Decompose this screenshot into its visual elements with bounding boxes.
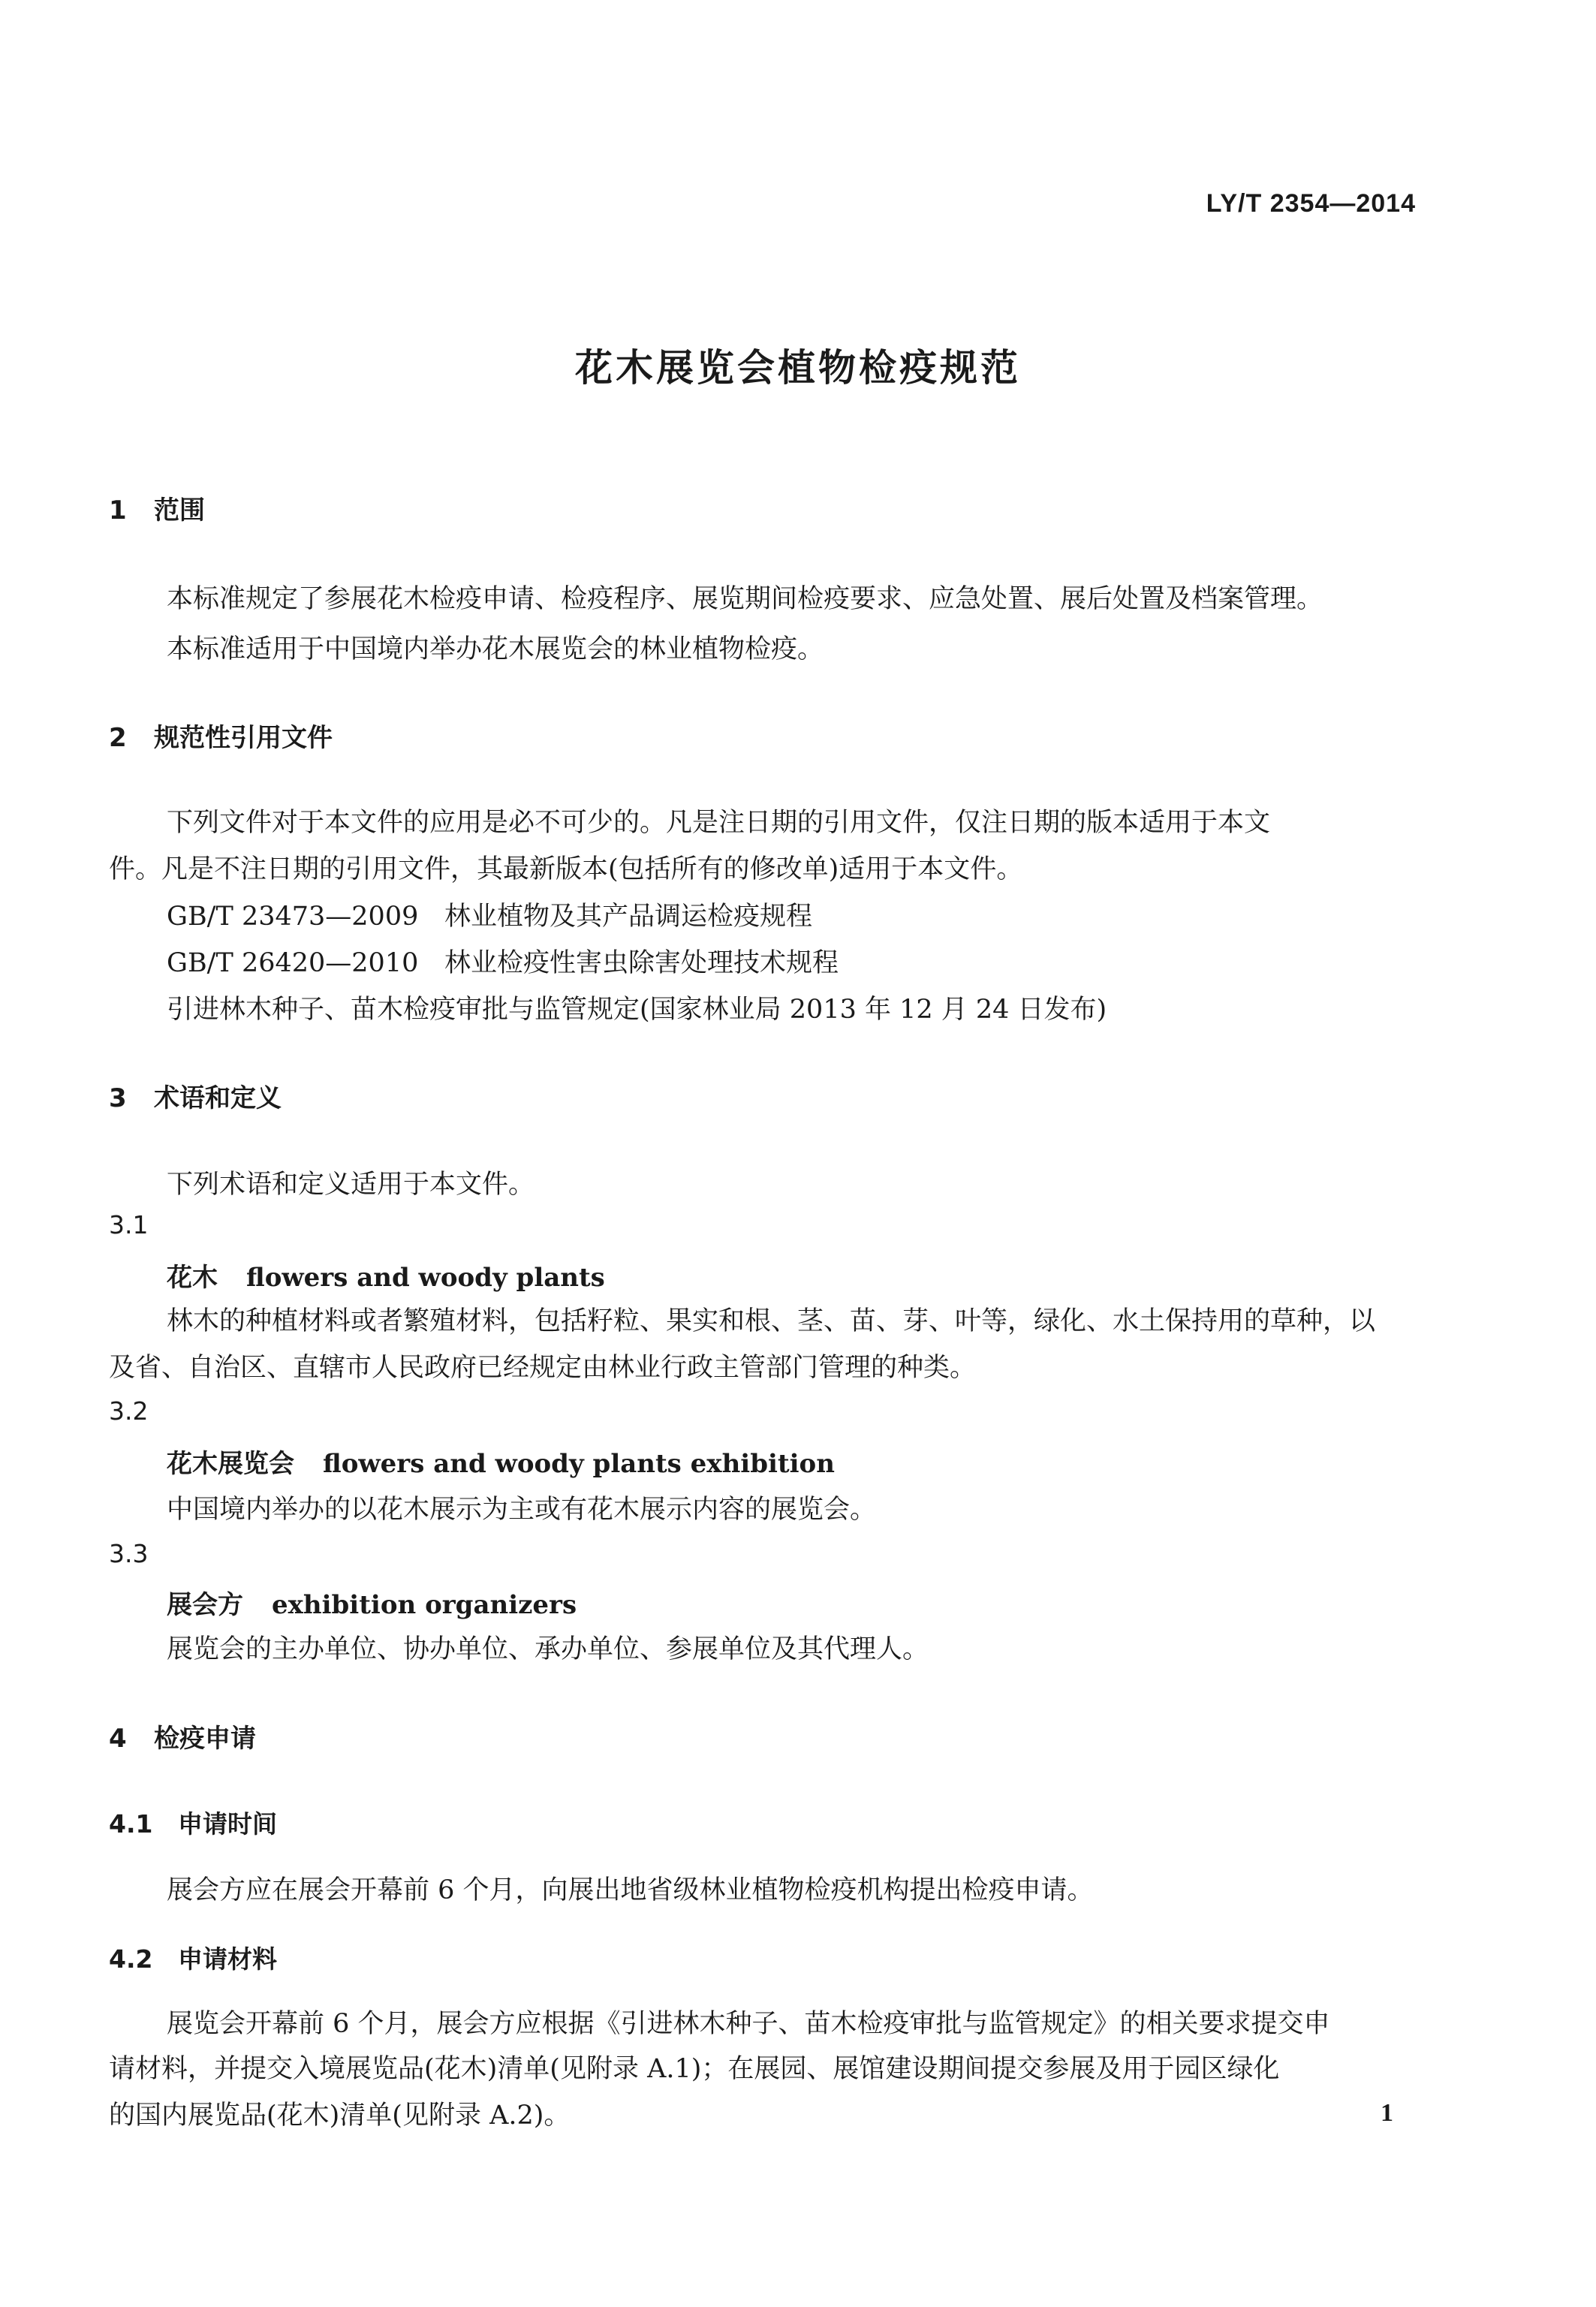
term-number: 3.2 xyxy=(109,1396,149,1426)
paragraph: 展会方应在展会开幕前 6 个月，向展出地省级林业植物检疫机构提出检疫申请。 xyxy=(167,1875,1094,1905)
paragraph: 的国内展览品(花木)清单(见附录 A.2)。 xyxy=(109,2101,571,2131)
paragraph: 下列文件对于本文件的应用是必不可少的。凡是注日期的引用文件，仅注日期的版本适用于本文 xyxy=(167,808,1271,838)
section-number: 4 xyxy=(109,1724,127,1754)
term-en: exhibition organizers xyxy=(272,1590,577,1620)
paragraph: 下列术语和定义适用于本文件。 xyxy=(167,1170,535,1200)
reference-code: GB/T 26420—2010 xyxy=(167,948,419,978)
section-number: 2 xyxy=(109,723,127,753)
section-3-heading xyxy=(109,1077,282,1114)
section-title: 规范性引用文件 xyxy=(154,723,333,753)
term-heading xyxy=(167,1443,835,1480)
section-2-heading xyxy=(109,717,333,754)
paragraph: 请材料，并提交入境展览品(花木)清单(见附录 A.1)；在展园、展馆建设期间提交参展及用于园区绿化 xyxy=(109,2054,1280,2084)
subsection-title: 申请时间 xyxy=(178,1809,277,1839)
section-number: 3 xyxy=(109,1083,127,1113)
reference-item xyxy=(167,942,839,980)
subsection-4-1-heading xyxy=(109,1805,277,1840)
subsection-number: 4.2 xyxy=(109,1944,153,1974)
term-definition: 中国境内举办的以花木展示为主或有花木展示内容的展览会。 xyxy=(167,1495,877,1525)
paragraph: 展览会开幕前 6 个月，展会方应根据《引进林木种子、苗木检疫审批与监管规定》的相关要求提交申 xyxy=(167,2009,1330,2039)
term-number: 3.1 xyxy=(109,1210,149,1239)
term-definition: 林木的种植材料或者繁殖材料，包括籽粒、果实和根、茎、苗、芽、叶等，绿化、水土保持用的草种，以 xyxy=(167,1306,1376,1336)
term-heading xyxy=(167,1257,605,1294)
paragraph: 件。凡是不注日期的引用文件，其最新版本(包括所有的修改单)适用于本文件。 xyxy=(109,854,1023,884)
section-1-heading xyxy=(109,489,205,526)
reference-item: 引进林木种子、苗木检疫审批与监管规定(国家林业局 2013 年 12 月 24 日发布) xyxy=(167,995,1107,1025)
section-title: 术语和定义 xyxy=(154,1083,282,1113)
term-definition: 及省、自治区、直辖市人民政府已经规定由林业行政主管部门管理的种类。 xyxy=(109,1353,977,1383)
reference-name: 林业检疫性害虫除害处理技术规程 xyxy=(444,948,839,978)
section-number: 1 xyxy=(109,495,127,526)
reference-name: 林业植物及其产品调运检疫规程 xyxy=(444,902,813,932)
section-title: 检疫申请 xyxy=(154,1724,256,1754)
standard-code: LY/T 2354—2014 xyxy=(1206,189,1416,218)
subsection-title: 申请材料 xyxy=(178,1944,277,1974)
term-definition: 展览会的主办单位、协办单位、承办单位、参展单位及其代理人。 xyxy=(167,1634,929,1664)
paragraph: 本标准适用于中国境内举办花木展览会的林业植物检疫。 xyxy=(167,634,824,664)
term-en: flowers and woody plants xyxy=(246,1263,605,1293)
term-cn: 花木 xyxy=(167,1263,218,1293)
subsection-number: 4.1 xyxy=(109,1809,153,1839)
reference-item xyxy=(167,896,812,933)
reference-code: GB/T 23473—2009 xyxy=(167,902,419,932)
term-heading xyxy=(167,1584,577,1621)
section-4-heading xyxy=(109,1718,256,1754)
subsection-4-2-heading xyxy=(109,1940,277,1975)
page-title: 花木展览会植物检疫规范 xyxy=(575,346,1021,390)
term-cn: 花木展览会 xyxy=(167,1449,294,1479)
term-cn: 展会方 xyxy=(167,1590,243,1620)
term-en: flowers and woody plants exhibition xyxy=(323,1449,835,1479)
paragraph: 本标准规定了参展花木检疫申请、检疫程序、展览期间检疫要求、应急处置、展后处置及档案管理。 xyxy=(167,584,1323,614)
page-number: 1 xyxy=(1381,2099,1393,2127)
section-title: 范围 xyxy=(154,495,205,526)
term-number: 3.3 xyxy=(109,1539,149,1568)
